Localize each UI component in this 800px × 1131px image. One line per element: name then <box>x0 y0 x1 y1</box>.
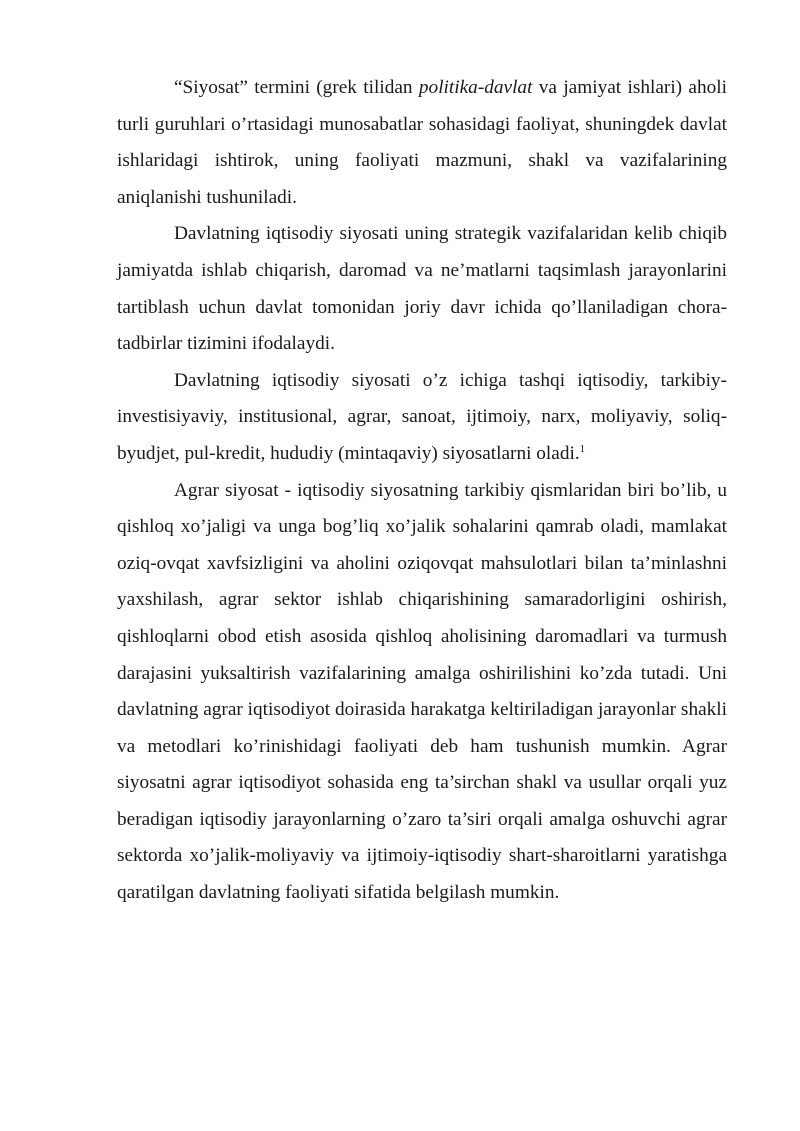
paragraph-siyosat-definition <box>117 70 727 216</box>
paragraph-economic-policy <box>117 216 727 362</box>
paragraph-text: “Siyosat” termini (grek tilidan <box>174 77 419 98</box>
paragraph-text: Davlatning iqtisodiy siyosati uning strategik vazifalaridan kelib chiqib jamiyatda ishlab chiqarish, daromad va ne’matlarni taqsimlash jarayonlarini tartiblash uchun davlat tomonidan joriy davr ichida qo’llaniladigan chora- tadbirlar tizimini ifodalaydi. <box>117 223 727 355</box>
document-page <box>117 70 727 912</box>
paragraph-text: Davlatning iqtisodiy siyosati o’z ichiga tashqi iqtisodiy, tarkibiy-investisiyaviy, institusional, agrar, sanoat, ijtimoiy, narx, moliyaviy, soliq- byudjet, pul-kredit, hududiy (mintaqaviy) siyosatlarni oladi. <box>117 369 727 464</box>
paragraph-agrarian-policy <box>117 473 727 912</box>
paragraph-text: Agrar siyosat - iqtisodiy siyosatning tarkibiy qismlaridan biri bo’lib, u qishloq xo’jaligi va unga bog’liq xo’jalik sohalarini qamrab oladi, mamlakat oziq-ovqat xavfsizligini va aholini oziqovqat mahsulotlari bilan ta’minlashni yaxshilash, agrar sektor ishlab chiqarishining samaradorligini oshirish, qishloqlarni obod etish asosida qishloq aholisining daromadlari va turmush darajasini yuksaltirish vazifalarining amalga oshirilishini ko’zda tutadi. Uni davlatning agrar iqtisodiyot doirasida harakatga keltiriladigan jarayonlar shakli va metodlari ko’rinishidagi faoliyati deb ham tushunish mumkin. Agrar siyosatni agrar iqtisodiyot sohasida eng ta’sirchan shakl va usullar orqali yuz beradigan iqtisodiy jarayonlarning o’zaro ta’siri orqali amalga oshuvchi agrar sektorda xo’jalik-moliyaviy va ijtimoiy-iqtisodiy shart-sharoitlarni yaratishga qaratilgan davlatning faoliyati sifatida belgilash mumkin. <box>117 479 727 904</box>
paragraph-text: va jamiyat ishlari) aholi turli guruhlari o’rtasidagi munosabatlar sohasidagi faoliyat, shuningdek davlat ishlaridagi ishtirok, uning faoliyati mazmuni, shakl va vazifalarining aniqlanishi tushuniladi. <box>117 77 727 208</box>
footnote-marker[interactable]: 1 <box>579 442 586 455</box>
italic-term: politika-davlat <box>418 77 533 98</box>
paragraph-policy-types <box>117 363 727 473</box>
